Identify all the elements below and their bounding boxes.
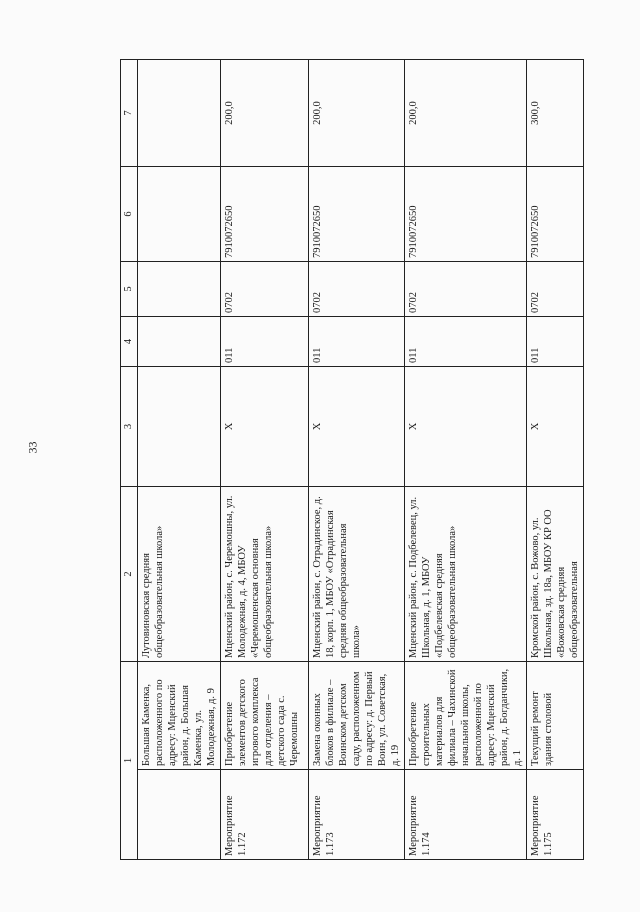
row-col7: 200,0 — [405, 60, 527, 167]
row-address: Мценский район, с. Подбелевец, ул. Школьная, д. 1, МБОУ «Подбелевская средняя общеобразовательная школа» — [405, 487, 527, 662]
row-col7: 300,0 — [527, 60, 584, 167]
row-name: Большая Каменка, расположенного по адресу: Мценский район, д. Большая Каменка, ул. Молодежная, д. 9 — [138, 662, 221, 770]
row-col7: 200,0 — [221, 60, 309, 167]
table-row — [309, 60, 405, 860]
row-id: Мероприятие 1.174 — [405, 770, 527, 860]
budget-table — [120, 59, 584, 860]
row-col3 — [138, 367, 221, 487]
header-row — [121, 60, 138, 860]
column-header-3: 3 — [121, 367, 138, 487]
row-id: Мероприятие 1.173 — [309, 770, 405, 860]
row-col4: 011 — [309, 317, 405, 367]
row-col6: 7910072650 — [405, 167, 527, 262]
row-col7: 200,0 — [309, 60, 405, 167]
row-address: Мценский район, с. Отрадинское, д. 18, корп. 1, МБОУ «Отрадинская средняя общеобразовательная школа» — [309, 487, 405, 662]
table-row — [138, 60, 221, 860]
row-col6: 7910072650 — [221, 167, 309, 262]
column-header-7: 7 — [121, 60, 138, 167]
column-header-1: 1 — [121, 662, 138, 860]
row-id: Мероприятие 1.172 — [221, 770, 309, 860]
table-row — [405, 60, 527, 860]
table-row — [221, 60, 309, 860]
row-address: Мценский район, с. Черемошны, ул. Молодежная, д. 4, МБОУ «Черемошенская основная общеобразовательная школа» — [221, 487, 309, 662]
row-address: Кромской район, с. Вожово, ул. Школьная, зд. 18а, МБОУ КР ОО «Вожовская средняя общеобразовательная — [527, 487, 584, 662]
row-name: Текущий ремонт здания столовой — [527, 662, 584, 770]
row-col5: 0702 — [405, 262, 527, 317]
row-col3: Х — [221, 367, 309, 487]
row-col4: 011 — [527, 317, 584, 367]
row-col3: Х — [527, 367, 584, 487]
column-header-6: 6 — [121, 167, 138, 262]
row-name: Приобретение элементов детского игрового комплекса для отделения – детского сада с. Черемошны — [221, 662, 309, 770]
column-header-4: 4 — [121, 317, 138, 367]
row-col5: 0702 — [221, 262, 309, 317]
column-header-2: 2 — [121, 487, 138, 662]
row-col6: 7910072650 — [527, 167, 584, 262]
row-col4: 011 — [221, 317, 309, 367]
column-header-5: 5 — [121, 262, 138, 317]
row-id: Мероприятие 1.175 — [527, 770, 584, 860]
row-id — [138, 770, 221, 860]
row-col3: Х — [405, 367, 527, 487]
row-col3: Х — [309, 367, 405, 487]
page-number: 33 — [25, 441, 40, 454]
row-name: Замена оконных блоков в филиале – Воинском детском саду, расположенном по адресу: д. Первый Воин, ул. Советская, д. 19 — [309, 662, 405, 770]
row-col6: 7910072650 — [309, 167, 405, 262]
table-row — [527, 60, 584, 860]
row-col7 — [138, 60, 221, 167]
rotated-table-container — [120, 60, 580, 860]
row-col4: 011 — [405, 317, 527, 367]
row-name: Приобретение строительных материалов для филиала – Чахинской начальной школы, расположенной по адресу: Мценский район, д. Богданчики, д. 1 — [405, 662, 527, 770]
row-col5: 0702 — [309, 262, 405, 317]
row-col5: 0702 — [527, 262, 584, 317]
row-col4 — [138, 317, 221, 367]
row-col5 — [138, 262, 221, 317]
row-col6 — [138, 167, 221, 262]
row-address: Лутовиновская средняя общеобразовательная школа» — [138, 487, 221, 662]
